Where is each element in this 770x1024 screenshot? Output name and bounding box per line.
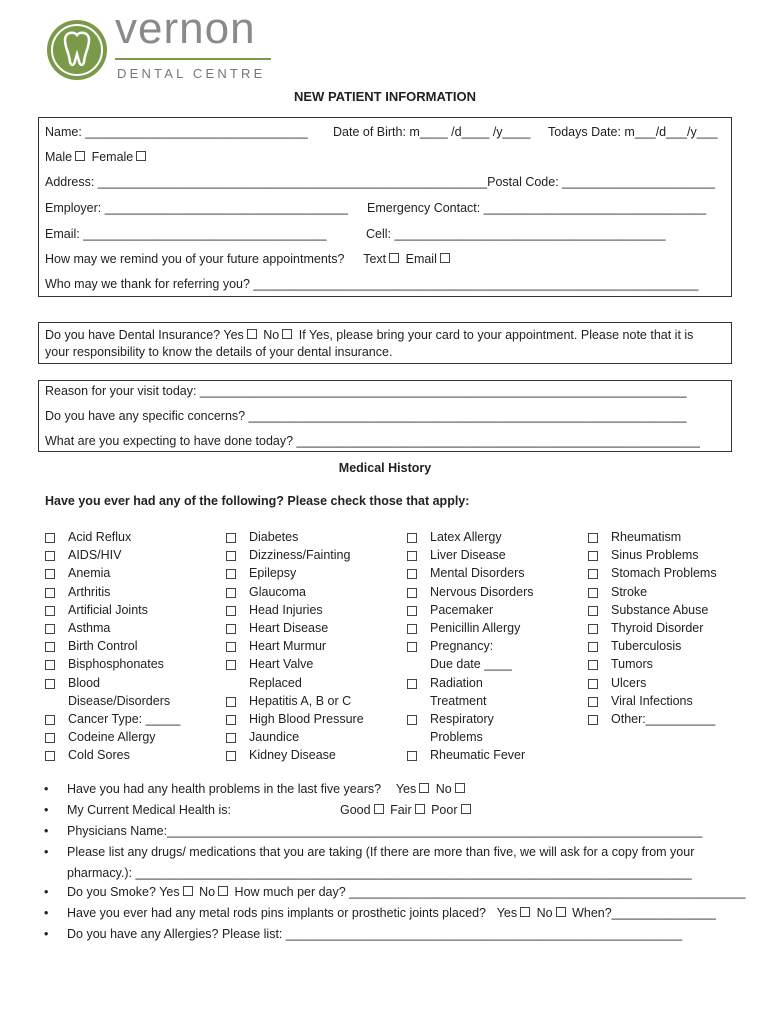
condition-checkbox[interactable]: [588, 606, 598, 616]
condition-item[interactable]: [588, 692, 770, 710]
condition-item[interactable]: [226, 528, 411, 546]
condition-checkbox[interactable]: [226, 751, 236, 761]
reminder-row: [45, 252, 453, 266]
reminder-question: How may we remind you of your future appointments?: [45, 252, 345, 266]
female-checkbox[interactable]: [136, 151, 146, 161]
form-title: NEW PATIENT INFORMATION: [294, 89, 476, 104]
bullet-icon: •: [44, 845, 49, 859]
health-fair-label: Fair: [390, 803, 412, 817]
condition-label: Epilepsy: [249, 566, 297, 581]
condition-label-line2: Treatment: [430, 693, 487, 708]
name-field[interactable]: Name: ________________________________: [45, 125, 308, 139]
condition-item[interactable]: [226, 619, 411, 637]
condition-item[interactable]: [45, 601, 230, 619]
condition-checkbox[interactable]: [588, 679, 598, 689]
emergency-contact-field[interactable]: Emergency Contact: ________________________________: [367, 201, 707, 215]
medications-question: Please list any drugs/ medications that you are taking (If there are more than five, we will ask for a copy from your: [67, 845, 695, 859]
insurance-no-checkbox[interactable]: [282, 329, 292, 339]
insurance-note-line2: your responsibility to know the details of your dental insurance.: [45, 345, 393, 359]
condition-checkbox[interactable]: [407, 751, 417, 761]
condition-checkbox[interactable]: [407, 679, 417, 689]
female-label: Female: [91, 150, 134, 164]
condition-label: Sinus Problems: [611, 548, 699, 563]
condition-checkbox[interactable]: [407, 606, 417, 616]
condition-checkbox[interactable]: [407, 551, 417, 561]
condition-label: Jaundice: [249, 730, 300, 745]
condition-checkbox[interactable]: [226, 624, 236, 634]
dob-field[interactable]: Date of Birth: m____ /d____ /y____: [333, 125, 531, 139]
insurance-row: [45, 328, 693, 342]
condition-label: Codeine Allergy: [68, 730, 156, 745]
implants-question: Have you ever had any metal rods pins implants or prosthetic joints placed?: [67, 906, 486, 920]
health-good-checkbox[interactable]: [374, 804, 384, 814]
health-poor-label: Poor: [431, 803, 458, 817]
condition-label: Radiation: [430, 675, 483, 690]
smoke-no-checkbox[interactable]: [218, 886, 228, 896]
condition-item[interactable]: [407, 637, 592, 673]
condition-label: Tuberculosis: [611, 639, 682, 654]
condition-checkbox[interactable]: [226, 569, 236, 579]
condition-item[interactable]: [226, 746, 411, 764]
conditions-column-3: [407, 528, 592, 764]
physicians-name-field[interactable]: Physicians Name:_____________________________________________________________________________: [67, 824, 703, 838]
condition-checkbox[interactable]: [407, 624, 417, 634]
condition-label: High Blood Pressure: [249, 711, 364, 726]
male-label: Male: [45, 150, 73, 164]
medications-field[interactable]: pharmacy.): ________________________________________________________________________________: [67, 866, 692, 880]
condition-item[interactable]: [407, 528, 592, 546]
condition-item[interactable]: [588, 601, 770, 619]
condition-checkbox[interactable]: [588, 624, 598, 634]
condition-checkbox[interactable]: [226, 715, 236, 725]
condition-label: Birth Control: [68, 639, 138, 654]
condition-label: Dizziness/Fainting: [249, 548, 351, 563]
gender-row: [45, 150, 149, 164]
condition-checkbox[interactable]: [407, 588, 417, 598]
condition-checkbox[interactable]: [45, 551, 55, 561]
condition-label: Glaucoma: [249, 584, 306, 599]
condition-checkbox[interactable]: [226, 642, 236, 652]
condition-item[interactable]: [45, 546, 230, 564]
condition-checkbox[interactable]: [45, 533, 55, 543]
condition-item[interactable]: [45, 583, 230, 601]
smoke-yes-checkbox[interactable]: [183, 886, 193, 896]
condition-item[interactable]: [226, 601, 411, 619]
logo-name: vernon: [115, 4, 256, 53]
condition-checkbox[interactable]: [588, 642, 598, 652]
condition-checkbox[interactable]: [45, 715, 55, 725]
smoke-amount-field[interactable]: How much per day? _________________________________________________________: [234, 885, 746, 899]
condition-item[interactable]: [407, 619, 592, 637]
condition-item[interactable]: [45, 528, 230, 546]
condition-item[interactable]: [588, 637, 770, 655]
conditions-column-4: [588, 528, 770, 728]
condition-label: Arthritis: [68, 584, 111, 599]
condition-label: Latex Allergy: [430, 530, 502, 544]
insurance-yes-label: Yes: [223, 328, 244, 342]
condition-checkbox[interactable]: [45, 606, 55, 616]
condition-item[interactable]: [588, 564, 770, 582]
condition-item[interactable]: [407, 674, 592, 710]
condition-label-line2: Disease/Disorders: [68, 693, 171, 708]
condition-label: Stroke: [611, 584, 648, 599]
expectations-field[interactable]: What are you expecting to have done today? __________________________________________________________: [45, 434, 700, 448]
condition-item[interactable]: [45, 564, 230, 582]
condition-checkbox[interactable]: [588, 551, 598, 561]
condition-item[interactable]: [226, 546, 411, 564]
condition-label: Heart Valve: [249, 657, 314, 672]
condition-item[interactable]: [588, 583, 770, 601]
condition-label-line2: Due date ____: [430, 657, 513, 672]
condition-item[interactable]: [226, 655, 411, 691]
condition-label: Substance Abuse: [611, 602, 709, 617]
implants-when-field[interactable]: When?_______________: [572, 906, 716, 920]
implants-yes-label: Yes: [496, 906, 518, 920]
condition-item[interactable]: [45, 746, 230, 764]
implants-no-label: No: [536, 906, 553, 920]
visit-reason-field[interactable]: Reason for your visit today: ______________________________________________________________________: [45, 384, 687, 398]
condition-item[interactable]: [226, 583, 411, 601]
condition-label: AIDS/HIV: [68, 548, 122, 563]
condition-label: Respiratory: [430, 711, 494, 726]
condition-label-line2: Replaced: [249, 675, 302, 690]
condition-label: Ulcers: [611, 675, 647, 690]
address-field[interactable]: Address: ________________________________________________________Postal Code: ______________________: [45, 175, 716, 189]
bullet-icon: •: [44, 906, 49, 920]
smoke-yes-label: Yes: [159, 885, 180, 899]
condition-label: Rheumatic Fever: [430, 748, 526, 763]
health-problems-yes-label: Yes: [395, 782, 417, 796]
cell-field[interactable]: Cell: _______________________________________: [366, 227, 666, 241]
condition-checkbox[interactable]: [226, 588, 236, 598]
condition-item[interactable]: [407, 583, 592, 601]
reminder-text-label: Text: [363, 252, 387, 266]
condition-item[interactable]: [407, 601, 592, 619]
condition-label: Pacemaker: [430, 602, 494, 617]
condition-item[interactable]: [588, 619, 770, 637]
health-problems-no-checkbox[interactable]: [455, 783, 465, 793]
current-health-label: My Current Medical Health is:: [67, 803, 231, 817]
health-fair-checkbox[interactable]: [415, 804, 425, 814]
reminder-email-label: Email: [405, 252, 437, 266]
condition-item[interactable]: [407, 564, 592, 582]
condition-label: Diabetes: [249, 530, 299, 544]
condition-item[interactable]: [588, 710, 770, 728]
condition-checkbox[interactable]: [407, 569, 417, 579]
condition-item[interactable]: [45, 637, 230, 655]
condition-label: Cold Sores: [68, 748, 130, 763]
condition-item[interactable]: [588, 655, 770, 673]
health-problems-yes-checkbox[interactable]: [419, 783, 429, 793]
condition-label: Viral Infections: [611, 693, 693, 708]
condition-checkbox[interactable]: [588, 660, 598, 670]
condition-label: Anemia: [68, 566, 111, 581]
implants-yes-checkbox[interactable]: [520, 907, 530, 917]
condition-item[interactable]: [226, 692, 411, 710]
condition-checkbox[interactable]: [407, 642, 417, 652]
condition-checkbox[interactable]: [45, 679, 55, 689]
conditions-column-1: [45, 528, 230, 764]
condition-item[interactable]: [45, 674, 230, 710]
concerns-field[interactable]: Do you have any specific concerns? _______________________________________________________________: [45, 409, 687, 423]
smoke-no-label: No: [199, 885, 216, 899]
condition-checkbox[interactable]: [226, 606, 236, 616]
condition-item[interactable]: [407, 746, 592, 764]
health-problems-no-label: No: [435, 782, 452, 796]
bullet-icon: •: [44, 885, 49, 899]
condition-item[interactable]: [407, 546, 592, 564]
condition-checkbox[interactable]: [407, 715, 417, 725]
condition-label: Heart Murmur: [249, 639, 327, 654]
insurance-question: Do you have Dental Insurance?: [45, 328, 221, 342]
bullet-icon: •: [44, 927, 49, 941]
bullet-icon: •: [44, 824, 49, 838]
condition-item[interactable]: [45, 655, 230, 673]
insurance-note: If Yes, please bring your card to your appointment. Please note that it is: [298, 328, 694, 342]
condition-label: Asthma: [68, 620, 111, 635]
logo-subtitle: DENTAL CENTRE: [117, 66, 266, 81]
condition-label: Stomach Problems: [611, 566, 717, 581]
vernon-dental-logo: [47, 4, 277, 86]
condition-label: Blood: [68, 675, 100, 690]
conditions-column-2: [226, 528, 411, 764]
condition-item[interactable]: [226, 710, 411, 728]
condition-label: Tumors: [611, 657, 653, 672]
reminder-email-checkbox[interactable]: [440, 253, 450, 263]
todays-date-field[interactable]: Todays Date: m___/d___/y___: [548, 125, 718, 139]
condition-label: Pregnancy:: [430, 639, 494, 654]
bullet-icon: •: [44, 782, 49, 796]
condition-item[interactable]: [45, 710, 230, 728]
condition-item[interactable]: [588, 674, 770, 692]
condition-label-line2: Problems: [430, 730, 483, 745]
allergies-field[interactable]: Do you have any Allergies? Please list: _________________________________________________________: [67, 927, 683, 941]
condition-checkbox[interactable]: [45, 642, 55, 652]
condition-checkbox[interactable]: [45, 660, 55, 670]
email-field[interactable]: Email: ___________________________________: [45, 227, 327, 241]
condition-label: Hepatitis A, B or C: [249, 693, 352, 708]
health-poor-checkbox[interactable]: [461, 804, 471, 814]
condition-checkbox[interactable]: [226, 733, 236, 743]
medical-history-question: Have you ever had any of the following? Please check those that apply:: [45, 494, 470, 508]
condition-item[interactable]: [407, 710, 592, 746]
employer-field[interactable]: Employer: ___________________________________: [45, 201, 349, 215]
condition-item[interactable]: [45, 728, 230, 746]
condition-item[interactable]: [226, 564, 411, 582]
condition-label: Rheumatism: [611, 530, 682, 544]
condition-checkbox[interactable]: [45, 624, 55, 634]
condition-checkbox[interactable]: [588, 715, 598, 725]
condition-label: Acid Reflux: [68, 530, 132, 544]
condition-checkbox[interactable]: [588, 697, 598, 707]
condition-label: Cancer Type: _____: [68, 711, 181, 726]
insurance-yes-checkbox[interactable]: [247, 329, 257, 339]
condition-checkbox[interactable]: [588, 588, 598, 598]
condition-checkbox[interactable]: [226, 660, 236, 670]
condition-checkbox[interactable]: [45, 588, 55, 598]
condition-item[interactable]: [588, 546, 770, 564]
condition-checkbox[interactable]: [226, 551, 236, 561]
condition-checkbox[interactable]: [588, 569, 598, 579]
health-good-label: Good: [340, 803, 371, 817]
condition-checkbox[interactable]: [226, 697, 236, 707]
condition-item[interactable]: [226, 728, 411, 746]
health-problems-question: Have you had any health problems in the last five years?: [67, 782, 382, 796]
condition-item[interactable]: [226, 637, 411, 655]
condition-checkbox[interactable]: [226, 533, 236, 543]
bullet-icon: •: [44, 803, 49, 817]
condition-label: Other:__________: [611, 711, 716, 726]
smoke-question: Do you Smoke?: [67, 885, 156, 899]
logo-divider: [115, 58, 271, 60]
condition-label: Nervous Disorders: [430, 584, 534, 599]
condition-checkbox[interactable]: [407, 533, 417, 543]
condition-label: Kidney Disease: [249, 748, 336, 763]
medical-history-heading: Medical History: [338, 461, 432, 475]
condition-item[interactable]: [588, 528, 770, 546]
condition-label: Heart Disease: [249, 620, 329, 635]
condition-label: Thyroid Disorder: [611, 620, 704, 635]
condition-label: Liver Disease: [430, 548, 506, 563]
condition-label: Artificial Joints: [68, 602, 148, 617]
condition-label: Bisphosphonates: [68, 657, 164, 672]
male-checkbox[interactable]: [75, 151, 85, 161]
condition-label: Penicillin Allergy: [430, 620, 521, 635]
referral-field[interactable]: Who may we thank for referring you? ________________________________________________________________: [45, 277, 699, 291]
condition-label: Head Injuries: [249, 602, 323, 617]
condition-checkbox[interactable]: [588, 533, 598, 543]
condition-label: Mental Disorders: [430, 566, 525, 581]
condition-item[interactable]: [45, 619, 230, 637]
reminder-text-checkbox[interactable]: [389, 253, 399, 263]
condition-checkbox[interactable]: [45, 733, 55, 743]
condition-checkbox[interactable]: [45, 751, 55, 761]
insurance-no-label: No: [263, 328, 280, 342]
condition-checkbox[interactable]: [45, 569, 55, 579]
implants-no-checkbox[interactable]: [556, 907, 566, 917]
